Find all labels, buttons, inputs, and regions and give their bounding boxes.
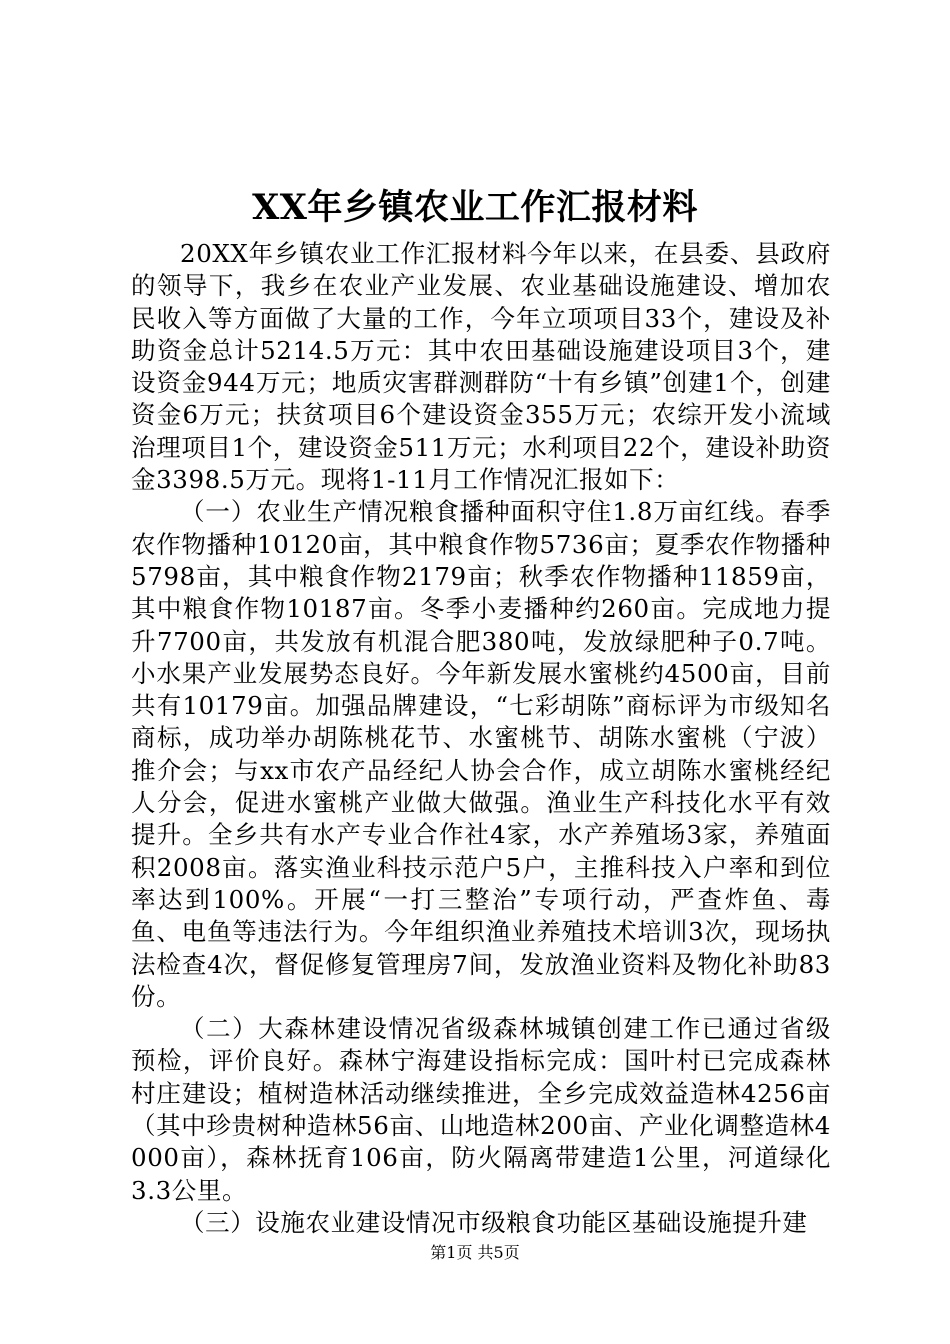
paragraph-forest-construction: （二）大森林建设情况省级森林城镇创建工作已通过省级预检，评价良好。森林宁海建设指标完成：国叶村已完成森林村庄建设；植树造林活动继续推进，全乡完成效益造林4256亩（其中珍贵树种造林56亩、山地造林200亩、产业化调整造林4000亩），森林抚育106亩，防火隔离带建造1公里，河道绿化3.3公里。 — [131, 1014, 831, 1205]
document-title: XX年乡镇农业工作汇报材料 — [252, 187, 698, 228]
page-footer: 第1页 共5页 — [430, 1243, 520, 1262]
paragraph-agriculture-production: （一）农业生产情况粮食播种面积守住1.8万亩红线。春季农作物播种10120亩，其中粮食作物5736亩；夏季农作物播种5798亩，其中粮食作物2179亩；秋季农作物播种11859亩，其中粮食作物10187亩。冬季小麦播种约260亩。完成地力提升7700亩，共发放有机混合肥380吨，发放绿肥种子0.7吨。小水果产业发展势态良好。今年新发展水蜜桃约4500亩，目前共有10179亩。加强品牌建设，“七彩胡陈”商标评为市级知名商标，成功举办胡陈桃花节、水蜜桃节、胡陈水蜜桃（宁波）推介会；与xx市农产品经纪人协会合作，成立胡陈水蜜桃经纪人分会，促进水蜜桃产业做大做强。渔业生产科技化水平有效提升。全乡共有水产专业合作社4家，水产养殖场3家，养殖面积2008亩。落实渔业科技示范户5户，主推科技入户率和到位率达到100%。开展“一打三整治”专项行动，严查炸鱼、毒鱼、电鱼等违法行为。今年组织渔业养殖技术培训3次，现场执法检查4次，督促修复管理房7间，发放渔业资料及物化补助83份。 — [131, 497, 831, 1011]
paragraph-facility-agriculture: （三）设施农业建设情况市级粮食功能区基础设施提升建 — [180, 1207, 808, 1237]
document-body — [131, 238, 831, 1239]
paragraph-intro: 20XX年乡镇农业工作汇报材料今年以来，在县委、县政府的领导下，我乡在农业产业发展、农业基础设施建设、增加农民收入等方面做了大量的工作，今年立项项目33个，建设及补助资金总计5214.5万元：其中农田基础设施建设项目3个，建设资金944万元；地质灾害群测群防“十有乡镇”创建1个，创建资金6万元；扶贫项目6个建设资金355万元；农综开发小流域治理项目1个，建设资金511万元；水利项目22个，建设补助资金3398.5万元。现将1-11月工作情况汇报如下： — [131, 239, 831, 495]
